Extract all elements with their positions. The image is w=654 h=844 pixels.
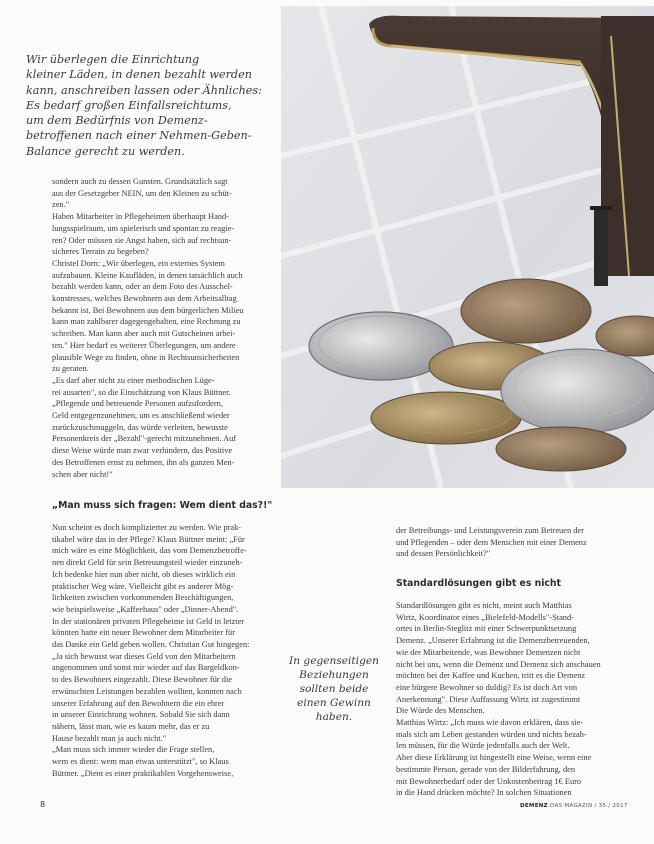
body-text-line: diese Weise würde man zwar verhindern, das Positive xyxy=(52,446,233,456)
body-text-line: aus der Gesetzgeber NEIN, um den Kleinen zu schüt- xyxy=(52,188,232,198)
body-text-line: Hause bezahlt man ja auch nicht." xyxy=(52,733,167,743)
body-text-line: in die Hand drücken möchte? In solchen Situationen xyxy=(396,788,572,798)
pullquote-line: Beziehungen xyxy=(299,669,369,681)
body-text-line: erwünschten Leistungen bezahlen wollten, konnten nach xyxy=(52,686,242,696)
body-text-line: mit Bewohnerbedarf oder der Unkostenbeitrag 1€ Euro xyxy=(396,776,582,786)
body-text-line: tikabel wäre das in der Pflege? Klaus Büttner meint: „Für xyxy=(52,534,245,544)
body-text-line: „Ja sich bewusst war dieses Geld von den Mitarbeitern xyxy=(52,651,236,661)
body-column-right xyxy=(396,525,628,560)
pullquote-line: kann, anschreiben lassen oder Ähnliches: xyxy=(26,83,262,97)
body-text-line: wie der Mitarbeitende, was Bewohner Demenzen nicht xyxy=(396,647,581,657)
pullquote-line: sollten beide xyxy=(299,683,369,695)
body-text-line: und Pflegenden – oder dem Menschen mit einer Demenz xyxy=(396,537,587,547)
body-text-line: ortes in Berlin-Steglitz mit einer Schwerpunktsetzung xyxy=(396,624,577,634)
body-text-line: wem es dient: wem man etwas unterstützt", so Klaus xyxy=(52,757,229,767)
footer-magazine-name: DEMENZ xyxy=(520,803,548,809)
pullquote-top xyxy=(26,52,281,159)
body-text-line: Die Würde des Menschen. xyxy=(396,706,485,716)
body-text-line: in unserer Einrichtung wohnen. Sobald Sie sich dann xyxy=(52,710,230,720)
body-text-line: zurückzuschmuggeln, das würde verleiten, bewusste xyxy=(52,422,228,432)
pullquote-line: Wir überlegen die Einrichtung xyxy=(26,53,200,66)
body-text-line: unserer Erfahrung auf den Bewohnern die ein ehrer xyxy=(52,698,225,708)
body-text-line: ren? Oder müssen sie Angst haben, sich auf rechtsun- xyxy=(52,235,232,245)
body-text-line: nähern, lässt man, wie es kaum mehr, das er zu xyxy=(52,721,210,731)
body-text-line: kann man zahlbarer dagegengehalten, eine Rechnung zu xyxy=(52,317,241,327)
body-text-line: aufzubauen. Kleine Kaufläden, in denen tatsächlich auch xyxy=(52,270,243,280)
body-text-line: „Es darf aber nicht zu einer methodischen Lüge- xyxy=(52,375,215,385)
page-number: 8 xyxy=(40,800,46,809)
body-text-line: praktischer Weg wäre. Vielleicht gibt es anderer Mög- xyxy=(52,581,234,591)
body-text-line: angenommen und sonst mir wieder auf das Bargeldkon- xyxy=(52,663,240,673)
body-text-line: schreiben. Man kann aber auch mit Gutscheinen arbei- xyxy=(52,329,236,339)
pullquote-line: Balance gerecht zu werden. xyxy=(26,144,185,158)
body-text-line: Ich bedenke hier nun aber nicht, ob dieses wirklich ein xyxy=(52,569,236,579)
body-text-line: len müssen, für die Würde jedenfalls auch der Welt. xyxy=(396,741,570,751)
body-text-line: Wirtz, Koordinator eines „Bielefeld-Modells"-Stand- xyxy=(396,612,574,622)
body-text-line: to des Bewohners eingezahlt. Diese Bewohner für die xyxy=(52,675,233,685)
pullquote-line: haben. xyxy=(315,711,353,723)
body-text-line: Haben Mitarbeiter in Pflegeheimen überhaupt Hand- xyxy=(52,212,229,222)
body-text-line: konstresses, welches Bewohnern aus dem Arbeitsalltag xyxy=(52,294,237,304)
wallet-coins-figurine-photo xyxy=(281,6,654,488)
body-text-line: der Betreibungs- und Leistungsverein zum Betreuen der xyxy=(396,526,584,535)
pullquote-line: einen Gewinn xyxy=(297,697,371,709)
body-text-line: Aber diese Erklärung ist hingestellt eine Weise, wenn eine xyxy=(396,753,592,763)
body-text-line: plausible Wege zu finden, ohne in Rechtsunsicherheiten xyxy=(52,352,240,362)
body-text-line: lungsspielraum, um spielerisch und spontan zu reagie- xyxy=(52,223,235,233)
body-text-line: Büttner. „Dient es einer praktikablen Vorgehensweise, xyxy=(52,768,234,778)
body-text-line: zu geraten. xyxy=(52,364,89,374)
body-text-line: In der stationären privaten Pflegeheime ist Geld in letzter xyxy=(52,616,245,626)
body-text-line: Anerkennung". Diese Auffassung Wirtz ist zugestimmt xyxy=(396,694,581,704)
body-text-line: zen." xyxy=(52,200,70,210)
body-text-line: Christel Dorn: „Wir überlegen, ein externes System xyxy=(52,258,225,268)
body-text-line: bestimmte Person, gerade von der Bilderfahrung, den xyxy=(396,764,576,774)
body-text-line: eine bürgere Bewohner so duldig? Es ist doch Art von xyxy=(396,682,578,692)
body-text-line: Matthias Wirtz: „Ich muss wie davon erklären, dass sie- xyxy=(396,718,584,728)
pullquote-line: Es bedarf großen Einfallsreichtums, xyxy=(26,98,232,112)
body-text-line: das Danke ein Geld geben wollen. Christian Gut hingegen: xyxy=(52,640,250,650)
body-text-line: und dessen Persönlichkeit?" xyxy=(396,549,491,559)
photo-wallet-coins xyxy=(281,6,654,488)
body-text-line: bekannt ist. Bei Bewohnern aus dem bürgerlichen Milieu xyxy=(52,305,244,315)
body-text-line: ten." Hier bedarf es weiterer Überlegungen, um andere xyxy=(52,340,236,350)
body-text-line: möchten bei der Kaffee und Kuchen, tritt es die Demenz xyxy=(396,671,586,681)
section-heading-left: „Man muss sich fragen: Wem dient das?!" xyxy=(52,500,273,511)
body-column-right-2 xyxy=(396,600,628,799)
body-text-line: Personenkreis der „Bezahl"-gerecht mitzunehmen. Auf xyxy=(52,434,237,444)
body-text-line: „Pflegende und betreuende Personen aufzufordern, xyxy=(52,399,223,409)
pullquote-line: betroffenen nach einer Nehmen-Geben- xyxy=(26,129,252,143)
body-text-line: nicht bei uns, wenn die Demenz und Demenz sich anschauen xyxy=(396,659,601,669)
pullquote-line: kleiner Läden, in denen bezahlt werden xyxy=(26,68,252,82)
pullquote-line: In gegenseitigen xyxy=(289,655,379,667)
body-text-line: schen aber nicht!" xyxy=(52,469,113,479)
body-text-line: Nun scheint es doch komplizierter zu werden. Wie prak- xyxy=(52,523,242,532)
body-text-line: Demenz. „Unserer Erfahrung ist die Demenzbetreuenden, xyxy=(396,636,590,646)
body-text-line: mich wäre es eine Möglichkeit, das vom Demenzbetroffe- xyxy=(52,546,247,556)
body-text-line: könnten hatte ein neuer Bewohner dem Mitarbeiter für xyxy=(52,628,236,638)
pullquote-line: um dem Bedürfnis von Demenz- xyxy=(26,114,208,128)
body-column-top xyxy=(52,176,280,480)
body-text-line: wie beispielsweise „Kaffeehaus" oder „Dinner-Abend". xyxy=(52,604,239,614)
body-text-line: mals sich am Leben gestanden würden und nichts bezah- xyxy=(396,729,587,739)
body-text-line: lichkeiten zwischen vorkommenden Beschäftigungen, xyxy=(52,593,234,603)
footer-issue: DAS MAGAZIN / 35 / 2017 xyxy=(550,803,628,809)
body-text-line: „Man muss sich immer wieder die Frage stellen, xyxy=(52,745,215,755)
body-text-line: rei ausarten", so die Einschätzung von Klaus Büttner. xyxy=(52,387,231,397)
body-text-line: sicheres Terrain zu begeben? xyxy=(52,247,149,257)
pullquote-middle xyxy=(283,654,385,724)
body-text-line: bezahlt werden kann, oder an dem Foto des Ausschel- xyxy=(52,282,233,292)
body-text-line: nen direkt Geld für sein Betreuungsteil wieder einzuneh- xyxy=(52,558,243,568)
body-text-line: des Betroffenen ernst zu nehmen, ihn als ganzen Men- xyxy=(52,457,235,467)
section-heading-right: Standardlösungen gibt es nicht xyxy=(396,578,561,589)
body-text-line: Standardlösungen gibt es nicht, meint auch Matthias xyxy=(396,601,572,610)
body-column-left xyxy=(52,522,280,779)
body-text-line: Geld entgegenzunehmen, um es anschließend wieder xyxy=(52,411,230,421)
footer-publication xyxy=(520,803,628,809)
body-text-line: sondern auch zu dessen Gunsten. Grundsätzlich sagt xyxy=(52,177,228,186)
